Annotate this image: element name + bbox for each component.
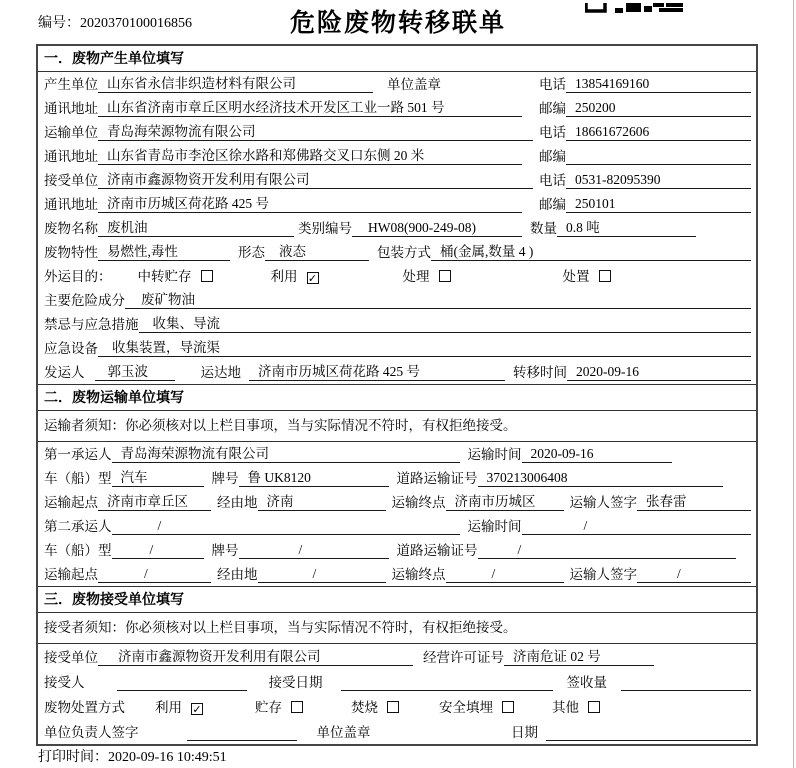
phone-value-2: 18661672606 (566, 124, 751, 141)
plate-label-2: 牌号 (211, 543, 239, 558)
shipper-label: 发运人 (44, 365, 85, 380)
option-label: 其他 (552, 700, 579, 715)
second-carrier-value: / (112, 518, 460, 535)
print-time (38, 746, 227, 766)
shipper-value: 郭玉波 (95, 360, 175, 381)
route-row-1 (38, 490, 756, 514)
receiver-unit-value: 济南市鑫源物资开发利用有限公司 (98, 168, 533, 189)
via-label-1: 经由地 (217, 495, 258, 510)
option-label: 处理 (402, 269, 430, 284)
print-time-label: 打印时间： (38, 750, 108, 765)
emergency-measures-value: 收集、导流 (139, 312, 752, 333)
address-label-3: 通讯地址 (44, 197, 98, 212)
emergency-measures-row (38, 312, 756, 336)
transfer-time-value: 2020-09-16 (567, 364, 751, 381)
category-code-label: 类别编号 (298, 221, 352, 236)
address-label-1: 通讯地址 (44, 101, 98, 116)
origin-value-1: 济南市章丘区 (98, 490, 211, 511)
zip-value-3: 250101 (566, 196, 751, 213)
checkbox-disposal-store (291, 701, 303, 713)
option-label: 利用 (155, 700, 182, 715)
accept-date-label: 接受日期 (268, 675, 323, 690)
zip-label-3: 邮编 (539, 197, 566, 212)
hazard-component-label: 主要危险成分 (44, 293, 125, 308)
vehicle-type-label-1: 车（船）型 (44, 471, 112, 486)
transfer-time-label: 转移时间 (513, 365, 567, 380)
transporter-unit-label: 运输单位 (44, 125, 98, 140)
checkbox-treat (439, 270, 451, 282)
accept-date-value (341, 674, 553, 691)
transporter-address-row (38, 144, 756, 168)
unit-seal-label-2: 单位盖章 (316, 725, 371, 740)
origin-label-2: 运输起点 (44, 567, 98, 582)
disposal-option-store (255, 696, 303, 716)
emergency-equipment-row (38, 336, 756, 360)
checkbox-disposal-use (191, 703, 203, 715)
destination-value: 济南市历城区荷花路 425 号 (249, 360, 505, 381)
print-time-value: 2020-09-16 10:49:51 (108, 750, 227, 765)
address-value-3: 济南市历城区荷花路 425 号 (98, 192, 522, 213)
purpose-option-dispose (563, 265, 611, 285)
carrier-sign-value-2: / (637, 566, 751, 583)
road-license-value-2: / (478, 542, 737, 559)
waste-character-label: 废物特性 (44, 245, 98, 260)
carrier-sign-label-2: 运输人签字 (569, 567, 637, 582)
checkbox-mark: ✓ (307, 272, 318, 285)
plate-label-1: 牌号 (211, 471, 239, 486)
purpose-row (38, 264, 756, 288)
address-value-1: 山东省济南市章丘区明水经济技术开发区工业一路 501 号 (98, 96, 522, 117)
checkbox-storage (201, 270, 213, 282)
page-title: 危险废物转移联单 (289, 9, 506, 37)
accept-person-row (38, 669, 756, 694)
accept-person-label: 接受人 (44, 675, 85, 690)
road-license-label-1: 道路运输证号 (396, 471, 478, 486)
purpose-option-storage (138, 265, 213, 285)
producer-unit-value: 山东省永信非织造材料有限公司 (98, 72, 373, 93)
vehicle-row-2 (38, 538, 756, 562)
chief-signature-label: 单位负责人签字 (44, 725, 139, 740)
page-edge-line (793, 0, 794, 768)
hazard-component-value: 废矿物油 (125, 288, 751, 309)
category-code-value: HW08(900-249-08) (352, 220, 522, 237)
transfer-form-table (36, 44, 758, 746)
disposal-option-incinerate (351, 696, 399, 716)
section-producer (38, 46, 756, 384)
second-carrier-row (38, 514, 756, 538)
transport-time-label-1: 运输时间 (467, 447, 522, 462)
accept-unit-row (38, 644, 756, 669)
purpose-option-treat (403, 265, 451, 285)
date-value (546, 724, 751, 741)
phone-label-2: 电话 (539, 125, 566, 140)
transport-time-value-2: / (522, 518, 752, 535)
waste-character-row (38, 240, 756, 264)
road-license-value-1: 370213006408 (478, 470, 724, 487)
route-row-2 (38, 562, 756, 586)
section-transport-header: 二．废物运输单位填写 (38, 385, 756, 411)
first-carrier-value: 青岛海荣源物流有限公司 (112, 442, 460, 463)
carrier-sign-label-1: 运输人签字 (569, 495, 637, 510)
option-label: 处置 (562, 269, 590, 284)
phone-label-1: 电话 (539, 77, 566, 92)
signed-amount-label: 签收量 (566, 675, 607, 690)
checkbox-disposal-incinerate (387, 701, 399, 713)
receiver-unit-label: 接受单位 (44, 173, 98, 188)
origin-label-1: 运输起点 (44, 495, 98, 510)
section-receiver (38, 586, 756, 744)
accept-unit-value: 济南市鑫源物资开发利用有限公司 (98, 645, 413, 666)
section-producer-header: 一．废物产生单位填写 (38, 46, 756, 72)
checkbox-dispose (599, 270, 611, 282)
serial-value: 2020370100016856 (80, 16, 192, 31)
road-license-label-2: 道路运输证号 (396, 543, 478, 558)
vehicle-type-value-2: / (112, 542, 204, 559)
disposal-method-row (38, 694, 756, 719)
producer-address-row (38, 96, 756, 120)
via-value-2: / (258, 566, 386, 583)
hazard-component-row (38, 288, 756, 312)
phone-label-3: 电话 (539, 173, 566, 188)
packing-value: 桶(金属,数量 4 ) (431, 240, 751, 261)
form-state-value: 液态 (265, 240, 369, 261)
endpoint-label-1: 运输终点 (391, 495, 446, 510)
carrier-sign-value-1: 张春雷 (637, 490, 751, 511)
purpose-label: 外运目的： (44, 269, 112, 284)
option-label: 贮存 (255, 700, 282, 715)
disposal-option-use (155, 696, 203, 716)
checkbox-use (307, 272, 319, 284)
receiver-row (38, 168, 756, 192)
emergency-equipment-value: 收集装置，导流渠 (98, 336, 751, 357)
quantity-label: 数量 (530, 221, 557, 236)
emergency-equipment-label: 应急设备 (44, 341, 98, 356)
disposal-option-other (552, 696, 600, 716)
option-label: 焚烧 (351, 700, 378, 715)
address-label-2: 通讯地址 (44, 149, 98, 164)
quantity-value: 0.8 吨 (557, 216, 696, 237)
second-carrier-label: 第二承运人 (44, 519, 112, 534)
option-label: 安全填埋 (439, 700, 493, 715)
zip-value-1: 250200 (566, 100, 751, 117)
transport-time-label-2: 运输时间 (467, 519, 522, 534)
chief-signature-row (38, 719, 756, 744)
checkbox-disposal-other (588, 701, 600, 713)
checkbox-mark: ✓ (192, 703, 202, 716)
waste-name-value: 废机油 (98, 216, 294, 237)
unit-seal-label: 单位盖章 (387, 77, 441, 92)
endpoint-value-2: / (446, 566, 564, 583)
vehicle-type-value-1: 汽车 (112, 466, 204, 487)
first-carrier-row (38, 442, 756, 466)
phone-value-1: 13854169160 (566, 76, 751, 93)
vehicle-row-1 (38, 466, 756, 490)
accept-unit-label: 接受单位 (44, 650, 98, 665)
accept-person-value (117, 674, 247, 691)
phone-value-3: 0531-82095390 (566, 172, 751, 189)
qr-code-fragment (585, 0, 685, 18)
checkbox-disposal-landfill (502, 701, 514, 713)
section-receiver-header: 三．废物接受单位填写 (38, 587, 756, 613)
zip-label-2: 邮编 (539, 149, 566, 164)
purpose-option-use (271, 265, 319, 285)
chief-signature-value (187, 724, 297, 741)
signed-amount-value (621, 674, 751, 691)
form-state-label: 形态 (238, 245, 265, 260)
endpoint-value-1: 济南市历城区 (446, 490, 564, 511)
section-transport (38, 384, 756, 586)
transporter-unit-value: 青岛海荣源物流有限公司 (98, 120, 533, 141)
waste-name-row (38, 216, 756, 240)
producer-unit-label: 产生单位 (44, 77, 98, 92)
emergency-measures-label: 禁忌与应急措施 (44, 317, 139, 332)
disposal-method-label: 废物处置方式 (44, 700, 125, 715)
endpoint-label-2: 运输终点 (391, 567, 446, 582)
business-license-value: 济南危证 02 号 (504, 645, 654, 666)
vehicle-type-label-2: 车（船）型 (44, 543, 112, 558)
date-label: 日期 (511, 725, 538, 740)
transporter-row (38, 120, 756, 144)
receiver-address-row (38, 192, 756, 216)
producer-row (38, 72, 756, 96)
plate-value-1: 鲁 UK8120 (239, 466, 389, 487)
origin-value-2: / (98, 566, 211, 583)
via-label-2: 经由地 (217, 567, 258, 582)
address-value-2: 山东省青岛市李沧区徐水路和郑佛路交叉口东侧 20 米 (98, 144, 522, 165)
plate-value-2: / (239, 542, 389, 559)
first-carrier-label: 第一承运人 (44, 447, 112, 462)
transport-notice: 运输者须知：你必须核对以上栏目事项，当与实际情况不符时，有权拒绝接受。 (38, 411, 756, 442)
via-value-1: 济南 (258, 490, 386, 511)
disposal-option-landfill (439, 696, 514, 716)
transport-time-value-1: 2020-09-16 (522, 446, 672, 463)
zip-value-2 (566, 148, 751, 165)
serial-label: 编号： (38, 16, 80, 31)
destination-label: 运达地 (200, 365, 241, 380)
receiver-notice: 接受者须知：你必须核对以上栏目事项，当与实际情况不符时，有权拒绝接受。 (38, 613, 756, 644)
zip-label-1: 邮编 (539, 101, 566, 116)
option-label: 利用 (270, 269, 298, 284)
business-license-label: 经营许可证号 (423, 650, 504, 665)
qr-code-icon (585, 3, 685, 13)
waste-name-label: 废物名称 (44, 221, 98, 236)
packing-label: 包装方式 (377, 245, 431, 260)
shipper-row (38, 360, 756, 384)
option-label: 中转贮存 (137, 269, 192, 284)
waste-character-value: 易燃性,毒性 (98, 240, 230, 261)
